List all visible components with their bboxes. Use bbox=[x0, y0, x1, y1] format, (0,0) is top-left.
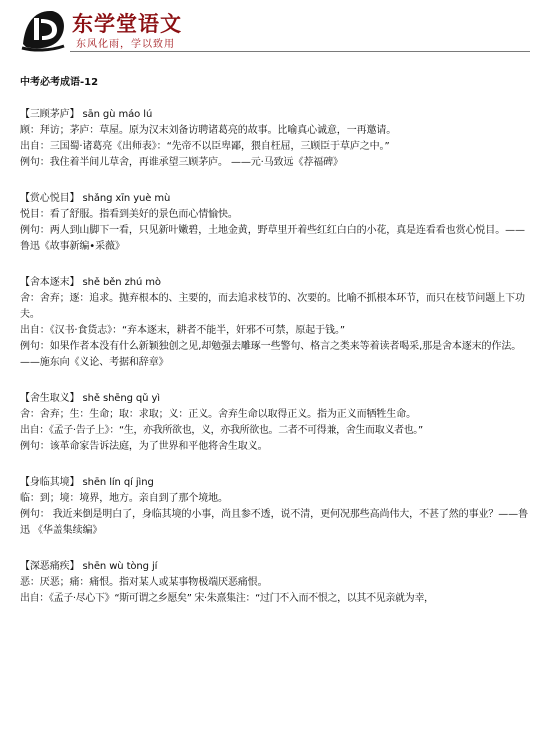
idiom-heading: 【舍生取义】 shě shēng qǔ yì bbox=[20, 393, 160, 404]
idiom-heading: 【赏心悦目】 shǎng xīn yuè mù bbox=[20, 193, 171, 204]
page-header bbox=[0, 0, 538, 58]
idiom-example: 例句：如果作者本没有什么新颖独创之见,却勉强去雕琢一些警句、格言之类来等着读者喝采,那是舍本逐末的作法。——施东向《义论、考据和辞章》 bbox=[20, 341, 522, 368]
idiom-source: 出自：《孟子·告子上》：“生，亦我所欲也，义，亦我所欲也。二者不可得兼，舍生而取义者也。” bbox=[20, 425, 423, 436]
idiom-heading: 【身临其境】 shēn lín qí jìng bbox=[20, 477, 154, 488]
idiom-heading: 【舍本逐末】 shě běn zhú mò bbox=[20, 277, 161, 288]
idiom-definition: 悦目：看了舒服。指看到美好的景色而心情愉快。 bbox=[20, 209, 238, 220]
idiom-definition: 舍：舍弃；生：生命；取：求取；义：正义。舍弃生命以取得正义。指为正义而牺牲生命。 bbox=[20, 409, 416, 420]
document-title: 中考必考成语-12 bbox=[20, 77, 99, 88]
idiom-source: 出自：《孟子·尽心下》“斯可谓之乡愿矣” 宋·朱熹集注：“过门不入而不恨之，以其不见亲就为幸， bbox=[20, 593, 434, 604]
idiom-entry bbox=[20, 559, 528, 607]
idiom-entry bbox=[20, 275, 528, 371]
brand-name: 东学堂语文 bbox=[72, 12, 182, 36]
idiom-definition: 舍：舍弃；逐：追求。抛弃根本的、主要的，而去追求枝节的、次要的。比喻不抓根本环节，而只在枝节问题上下功夫。 bbox=[20, 293, 525, 320]
idiom-source: 出自：三国蜀·诸葛亮《出师表》：“先帝不以臣卑鄙，猥自枉屈，三顾臣于草庐之中。” bbox=[20, 141, 390, 152]
idiom-example: 例句：我住着半间儿草舍，再谁承望三顾茅庐。 ——元·马致远《荐福碑》 bbox=[20, 157, 343, 168]
idiom-example: 例句： 我近来倒是明白了，身临其境的小事，尚且参不透，说不清，更何况那些高尚伟大，不甚了然的事业？——鲁迅 《华盖集续编》 bbox=[20, 509, 528, 536]
idiom-definition: 临：到；境：境界，地方。亲自到了那个境地。 bbox=[20, 493, 228, 504]
idiom-example: 例句：两人到山脚下一看，只见新叶嫩碧，土地金黄，野草里开着些红红白白的小花，真是连看看也赏心悦目。——鲁迅《故事新编•采薇》 bbox=[20, 225, 525, 252]
header-divider bbox=[70, 51, 530, 52]
idiom-entry bbox=[20, 475, 528, 539]
idiom-definition: 顾：拜访；茅庐：草屋。原为汉末刘备访聘诸葛亮的故事。比喻真心诚意，一再邀请。 bbox=[20, 125, 397, 136]
idiom-entry bbox=[20, 107, 528, 171]
idiom-list bbox=[20, 107, 528, 607]
idiom-entry bbox=[20, 191, 528, 255]
idiom-heading: 【深恶痛疾】 shēn wù tòng jí bbox=[20, 561, 158, 572]
idiom-source: 出自：《汉书·食货志》：“弃本逐末，耕者不能半，奸邪不可禁，原起于钱。” bbox=[20, 325, 345, 336]
idiom-example: 例句：该革命家告诉法庭，为了世界和平他将舍生取义。 bbox=[20, 441, 268, 452]
idiom-definition: 恶：厌恶；痛：痛恨。指对某人或某事物极端厌恶痛恨。 bbox=[20, 577, 268, 588]
brand-logo-icon bbox=[20, 6, 66, 52]
idiom-entry bbox=[20, 391, 528, 455]
brand-slogan: 东风化雨，学以致用 bbox=[76, 39, 175, 50]
idiom-heading: 【三顾茅庐】 sān gù máo lú bbox=[20, 109, 153, 120]
